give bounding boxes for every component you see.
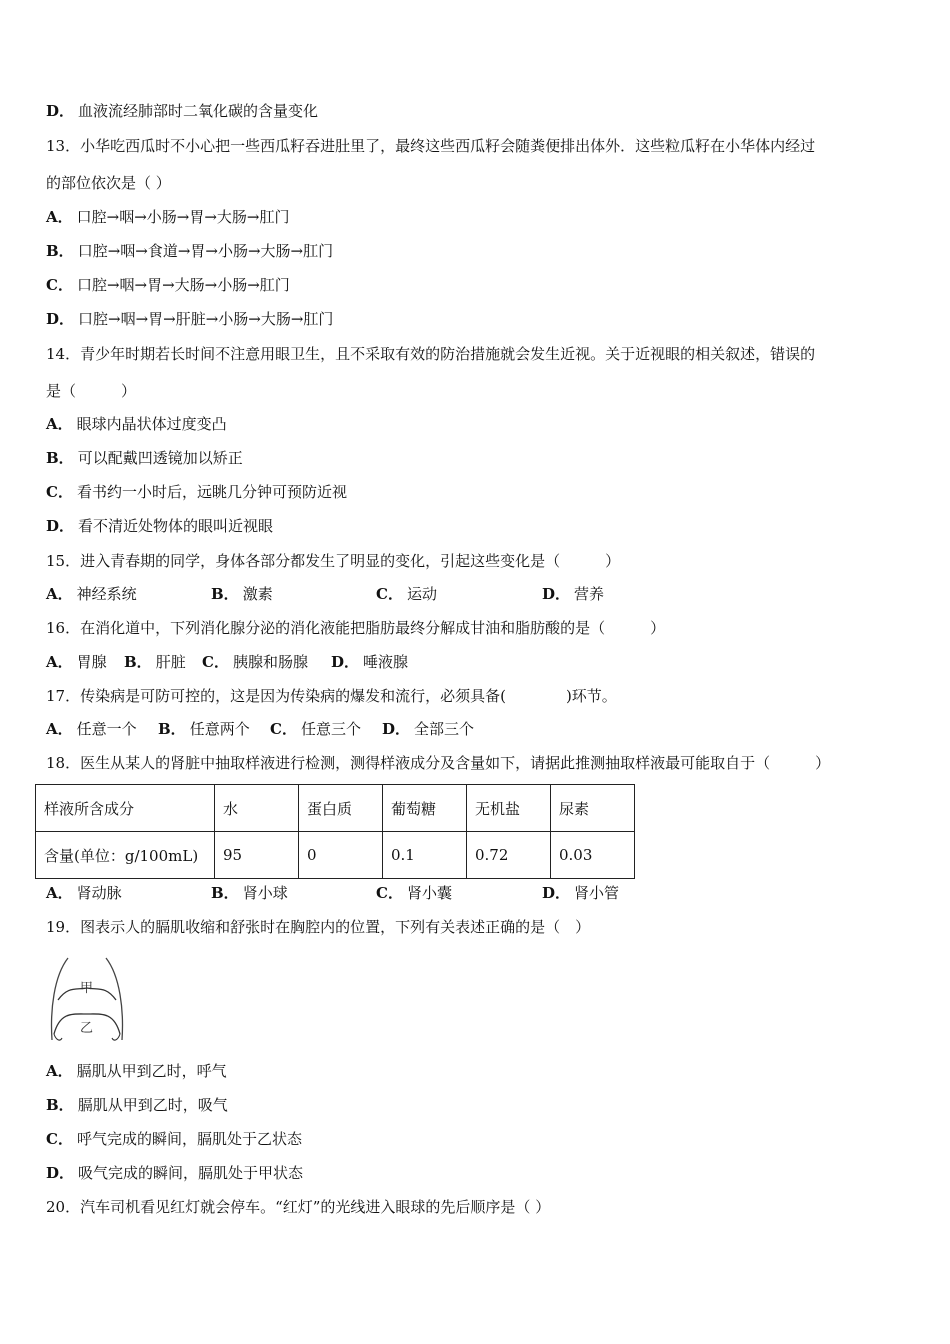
q19-option-c	[46, 1129, 302, 1149]
q18-stem: 18．医生从某人的肾脏中抽取样液进行检测，测得样液成分及含量如下，请据此推测抽取样液最可能取自于（ ）	[46, 754, 831, 772]
table-cell: 95	[215, 832, 299, 879]
q16-option-d	[331, 652, 408, 672]
q14-stem-line1: 14．青少年时期若长时间不注意用眼卫生，且不采取有效的防治措施就会发生近视。关于近视眼的相关叙述，错误的	[46, 345, 816, 363]
q17-options	[46, 719, 906, 739]
option-label: A．	[46, 208, 73, 226]
option-label: D．	[382, 720, 411, 738]
option-label: C．	[46, 276, 73, 294]
option-text: 吸气完成的瞬间，膈肌处于甲状态	[78, 1164, 304, 1182]
sample-table	[35, 784, 635, 879]
option-label: B．	[46, 242, 74, 260]
q15-options	[46, 584, 906, 604]
option-text: 胰腺和肠腺	[232, 653, 308, 671]
option-text: 肾小球	[242, 884, 288, 902]
option-text: 肝脏	[155, 653, 186, 671]
q16-option-c	[202, 652, 308, 672]
q18-options	[46, 883, 906, 903]
option-text: 唾液腺	[363, 653, 409, 671]
option-label: A．	[46, 415, 73, 433]
q15-option-c	[376, 584, 437, 604]
option-text: 看书约一小时后，远眺几分钟可预防近视	[76, 483, 347, 501]
option-text: 营养	[574, 585, 605, 603]
option-text: 肾小管	[574, 884, 620, 902]
option-label: B．	[211, 884, 239, 902]
label-top: 甲	[80, 981, 94, 996]
option-label: C．	[46, 1130, 73, 1148]
option-label: C．	[376, 884, 403, 902]
option-label: D．	[46, 517, 75, 535]
option-label: A．	[46, 1062, 73, 1080]
q19-stem: 19．图表示人的膈肌收缩和舒张时在胸腔内的位置，下列有关表述正确的是（ ）	[46, 918, 591, 936]
option-text: 呼气完成的瞬间，膈肌处于乙状态	[76, 1130, 302, 1148]
option-label: A．	[46, 653, 73, 671]
q19-option-d	[46, 1163, 303, 1183]
option-text: 膈肌从甲到乙时，呼气	[76, 1062, 227, 1080]
option-label: D．	[331, 653, 360, 671]
table-header-cell: 尿素	[551, 785, 635, 832]
q18-option-a	[46, 883, 122, 903]
q17-stem: 17．传染病是可防可控的，这是因为传染病的爆发和流行，必须具备( )环节。	[46, 687, 617, 705]
option-label: A．	[46, 585, 73, 603]
q20-stem: 20．汽车司机看见红灯就会停车。“红灯”的光线进入眼球的先后顺序是（ ）	[46, 1198, 551, 1216]
option-label: B．	[46, 449, 74, 467]
option-text: 可以配戴凹透镜加以矫正	[77, 449, 243, 467]
option-text: 眼球内晶状体过度变凸	[76, 415, 227, 433]
table-header-cell: 葡萄糖	[383, 785, 467, 832]
q16-option-b	[124, 652, 186, 672]
q13-stem-line2: 的部位依次是（ ）	[46, 174, 171, 192]
label-bottom: 乙	[80, 1021, 94, 1036]
q13-option-b	[46, 241, 333, 261]
option-text: 肾小囊	[406, 884, 452, 902]
option-text: 膈肌从甲到乙时，吸气	[77, 1096, 228, 1114]
table-header-cell: 水	[215, 785, 299, 832]
q16-stem: 16．在消化道中，下列消化腺分泌的消化液能把脂肪最终分解成甘油和脂肪酸的是（ ）	[46, 619, 666, 637]
option-text: 任意两个	[189, 720, 250, 738]
q13-stem-line1: 13．小华吃西瓜时不小心把一些西瓜籽吞进肚里了，最终这些西瓜籽会随粪便排出体外．这些粒瓜籽在小华体内经过	[46, 137, 816, 155]
option-text: 运动	[406, 585, 437, 603]
q17-option-a	[46, 719, 137, 739]
q13-option-d	[46, 309, 333, 329]
table-header-row	[36, 785, 635, 832]
chest-wall-left	[52, 958, 68, 1040]
diaphragm-diagram	[46, 952, 136, 1048]
q18-option-d	[542, 883, 619, 903]
option-label: C．	[46, 483, 73, 501]
table-cell: 0.1	[383, 832, 467, 879]
q15-option-b	[211, 584, 273, 604]
q15-option-d	[542, 584, 604, 604]
q17-option-b	[158, 719, 250, 739]
table-header-cell: 无机盐	[467, 785, 551, 832]
table-cell: 0	[299, 832, 383, 879]
q17-option-c	[270, 719, 361, 739]
table-cell: 含量(单位：g/100mL)	[36, 832, 215, 879]
q14-option-c	[46, 482, 347, 502]
option-label: B．	[46, 1096, 74, 1114]
option-text: 激素	[242, 585, 273, 603]
q14-option-d	[46, 516, 273, 536]
option-label: B．	[124, 653, 152, 671]
diaphragm-figure	[46, 952, 136, 1048]
option-text: 口腔→咽→胃→肝脏→小肠→大肠→肛门	[78, 310, 334, 328]
q15-stem: 15．进入青春期的同学，身体各部分都发生了明显的变化，引起这些变化是（ ）	[46, 552, 621, 570]
option-label: D．	[46, 102, 75, 120]
option-label: D．	[46, 1164, 75, 1182]
table-cell: 0.03	[551, 832, 635, 879]
option-text: 口腔→咽→小肠→胃→大肠→肛门	[76, 208, 290, 226]
option-label: D．	[542, 585, 571, 603]
option-label: C．	[202, 653, 229, 671]
option-text: 血液流经肺部时二氧化碳的含量变化	[78, 102, 319, 120]
option-text: 肾动脉	[76, 884, 122, 902]
option-label: A．	[46, 720, 73, 738]
q15-option-a	[46, 584, 137, 604]
q18-option-b	[211, 883, 288, 903]
q16-option-a	[46, 652, 107, 672]
option-label: C．	[376, 585, 403, 603]
option-label: D．	[46, 310, 75, 328]
q14-stem-line2: 是（ ）	[46, 382, 137, 400]
option-text: 神经系统	[76, 585, 137, 603]
chest-wall-right	[106, 958, 122, 1040]
option-label: C．	[270, 720, 297, 738]
q19-option-b	[46, 1095, 228, 1115]
q13-option-c	[46, 275, 290, 295]
table-header-cell: 蛋白质	[299, 785, 383, 832]
table-header-cell: 样液所含成分	[36, 785, 215, 832]
option-label: B．	[211, 585, 239, 603]
q14-option-a	[46, 414, 227, 434]
q17-option-d	[382, 719, 474, 739]
option-text: 全部三个	[414, 720, 475, 738]
option-text: 口腔→咽→胃→大肠→小肠→肛门	[76, 276, 290, 294]
q12-option-d	[46, 101, 318, 121]
q18-option-c	[376, 883, 452, 903]
option-text: 看不清近处物体的眼叫近视眼	[78, 517, 274, 535]
q16-options	[46, 652, 906, 672]
option-label: A．	[46, 884, 73, 902]
option-text: 任意三个	[300, 720, 361, 738]
option-text: 口腔→咽→食道→胃→小肠→大肠→肛门	[77, 242, 334, 260]
table-cell: 0.72	[467, 832, 551, 879]
option-label: D．	[542, 884, 571, 902]
table-row	[36, 832, 635, 879]
option-text: 胃腺	[76, 653, 107, 671]
q13-option-a	[46, 207, 289, 227]
q14-option-b	[46, 448, 243, 468]
q19-option-a	[46, 1061, 227, 1081]
option-label: B．	[158, 720, 186, 738]
option-text: 任意一个	[76, 720, 137, 738]
